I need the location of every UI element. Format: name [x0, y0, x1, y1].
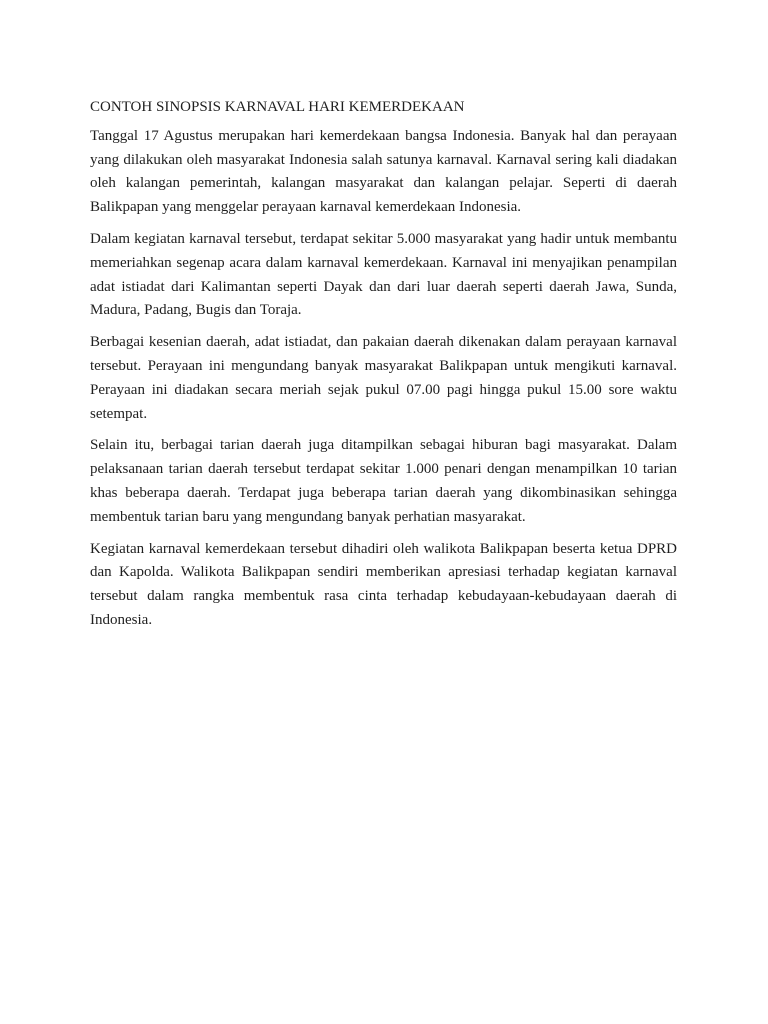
paragraph-2: Dalam kegiatan karnaval tersebut, terdapat sekitar 5.000 masyarakat yang hadir untuk membantu memeriahkan segenap acara dalam karnaval kemerdekaan. Karnaval ini menyajikan penampilan adat istiadat dari Kalimantan seperti Dayak dan dari luar daerah seperti daerah Jawa, Sunda, Madura, Padang, Bugis dan Toraja. — [90, 230, 677, 319]
paragraph-5: Kegiatan karnaval kemerdekaan tersebut dihadiri oleh walikota Balikpapan beserta ketua DPRD dan Kapolda. Walikota Balikpapan sendiri memberikan apresiasi terhadap kegiatan karnaval tersebut dalam rangka membentuk rasa cinta terhadap kebudayaan-kebudayaan daerah di Indonesia. — [90, 540, 677, 628]
document-title: CONTOH SINOPSIS KARNAVAL HARI KEMERDEKAAN — [90, 99, 465, 115]
paragraph-3: Berbagai kesenian daerah, adat istiadat, dan pakaian daerah dikenakan dalam perayaan karnaval tersebut. Perayaan ini mengundang banyak masyarakat Balikpapan untuk mengikuti karnaval. Perayaan ini diadakan secara meriah sejak pukul 07.00 pagi hingga pukul 15.00 sore waktu setempat. — [90, 334, 677, 422]
paragraph-1: Tanggal 17 Agustus merupakan hari kemerdekaan bangsa Indonesia. Banyak hal dan perayaan yang dilakukan oleh masyarakat Indonesia salah satunya karnaval. Karnaval sering kali diadakan oleh kalangan pemerintah, kalangan masyarakat dan kalangan pelajar. Seperti di daerah Balikpapan yang menggelar perayaan karnaval kemerdekaan Indonesia. — [90, 127, 677, 216]
paragraph-4: Selain itu, berbagai tarian daerah juga ditampilkan sebagai hiburan bagi masyarakat. Dalam pelaksanaan tarian daerah tersebut terdapat sekitar 1.000 penari dengan menampilkan 10 tarian khas beberapa daerah. Terdapat juga beberapa tarian daerah yang dikombinasikan sehingga membentuk tarian baru yang mengundang banyak perhatian masyarakat. — [90, 437, 677, 525]
document-body — [90, 96, 677, 641]
